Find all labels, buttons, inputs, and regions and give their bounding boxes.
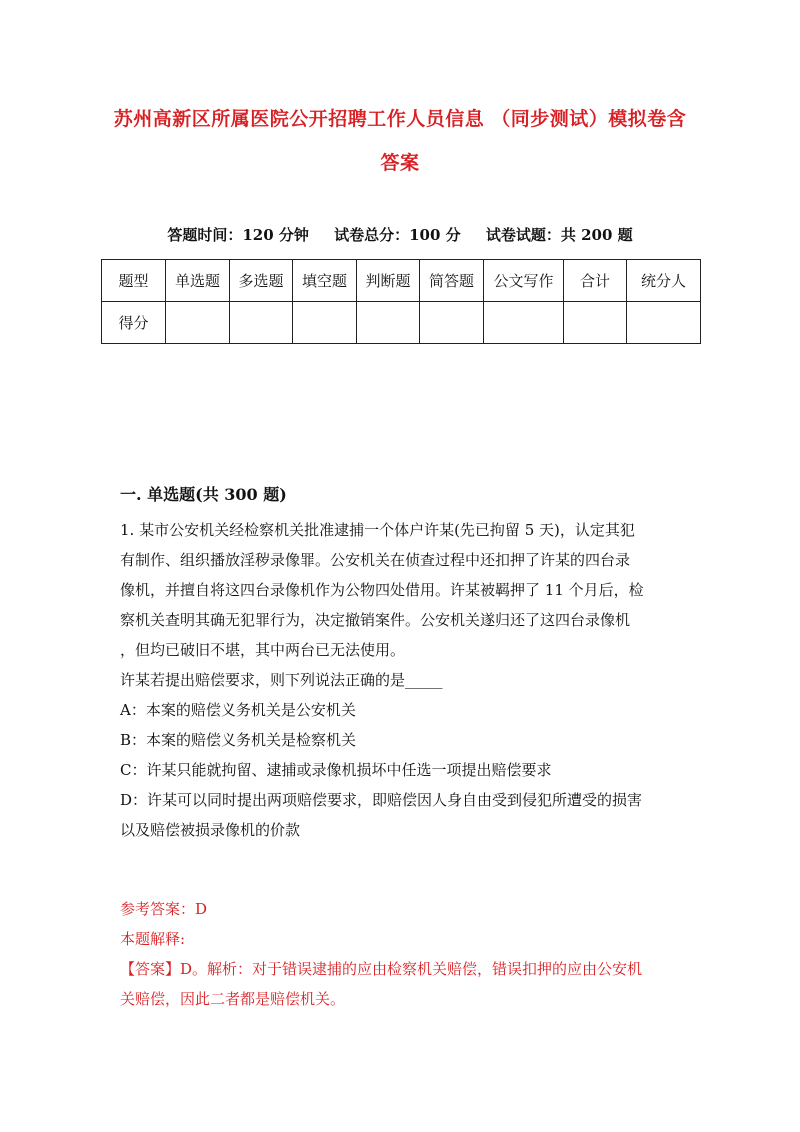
- explanation-line: 【答案】D。解析：对于错误逮捕的应由检察机关赔偿，错误扣押的应由公安机: [120, 960, 643, 978]
- score-table-score-row: [102, 302, 701, 344]
- explanation-label: 本题解释:: [120, 930, 186, 948]
- document-title-line-2: 答案: [380, 152, 420, 174]
- option-a: A：本案的赔偿义务机关是公安机关: [120, 701, 356, 719]
- score-cell: [484, 302, 564, 344]
- question-prompt: 许某若提出赔偿要求，则下列说法正确的是_____: [120, 671, 443, 689]
- section-heading: 一. 单选题(共 300 题): [120, 485, 287, 504]
- score-table: [101, 259, 701, 344]
- header-cell: 简答题: [420, 260, 484, 302]
- document-title-line-1: 苏州高新区所属医院公开招聘工作人员信息 （同步测试）模拟卷含: [113, 108, 687, 130]
- score-table-header-row: [102, 260, 701, 302]
- header-cell: 单选题: [166, 260, 230, 302]
- score-cell: [420, 302, 484, 344]
- score-cell: [357, 302, 420, 344]
- score-row-label: 得分: [102, 302, 166, 344]
- exam-time: 答题时间：120 分钟: [167, 226, 309, 244]
- question-text-line: 察机关查明其确无犯罪行为，决定撤销案件。公安机关遂归还了这四台录像机: [120, 611, 631, 629]
- question-text-line: 有制作、组织播放淫秽录像罪。公安机关在侦查过程中还扣押了许某的四台录: [120, 551, 631, 569]
- option-d: D：许某可以同时提出两项赔偿要求，即赔偿因人身自由受到侵犯所遭受的损害: [120, 791, 643, 809]
- score-cell: [166, 302, 230, 344]
- option-c: C：许某只能就拘留、逮捕或录像机损坏中任选一项提出赔偿要求: [120, 761, 552, 779]
- option-d-continued: 以及赔偿被损录像机的价款: [120, 821, 301, 839]
- header-cell: 统分人: [627, 260, 701, 302]
- question-block: [120, 515, 690, 845]
- score-cell: [293, 302, 357, 344]
- score-cell: [230, 302, 293, 344]
- exam-meta: [100, 224, 700, 245]
- header-cell: 判断题: [357, 260, 420, 302]
- header-cell: 多选题: [230, 260, 293, 302]
- exam-question-count: 试卷试题：共 200 题: [485, 226, 633, 244]
- header-cell: 公文写作: [484, 260, 564, 302]
- header-cell: 题型: [102, 260, 166, 302]
- exam-total-score: 试卷总分：100 分: [334, 226, 461, 244]
- reference-answer: 参考答案：D: [120, 900, 208, 918]
- option-b: B：本案的赔偿义务机关是检察机关: [120, 731, 357, 749]
- header-cell: 合计: [564, 260, 627, 302]
- score-cell: [564, 302, 627, 344]
- question-text-line: 像机，并擅自将这四台录像机作为公物四处借用。许某被羁押了 11 个月后，检: [120, 581, 644, 599]
- explanation-line: 关赔偿，因此二者都是赔偿机关。: [120, 990, 346, 1008]
- answer-block: [120, 894, 690, 1014]
- question-text-line: 1. 某市公安机关经检察机关批准逮捕一个体户许某(先已拘留 5 天)，认定其犯: [120, 521, 635, 539]
- header-cell: 填空题: [293, 260, 357, 302]
- question-text-line: ，但均已破旧不堪，其中两台已无法使用。: [120, 641, 406, 659]
- score-cell: [627, 302, 701, 344]
